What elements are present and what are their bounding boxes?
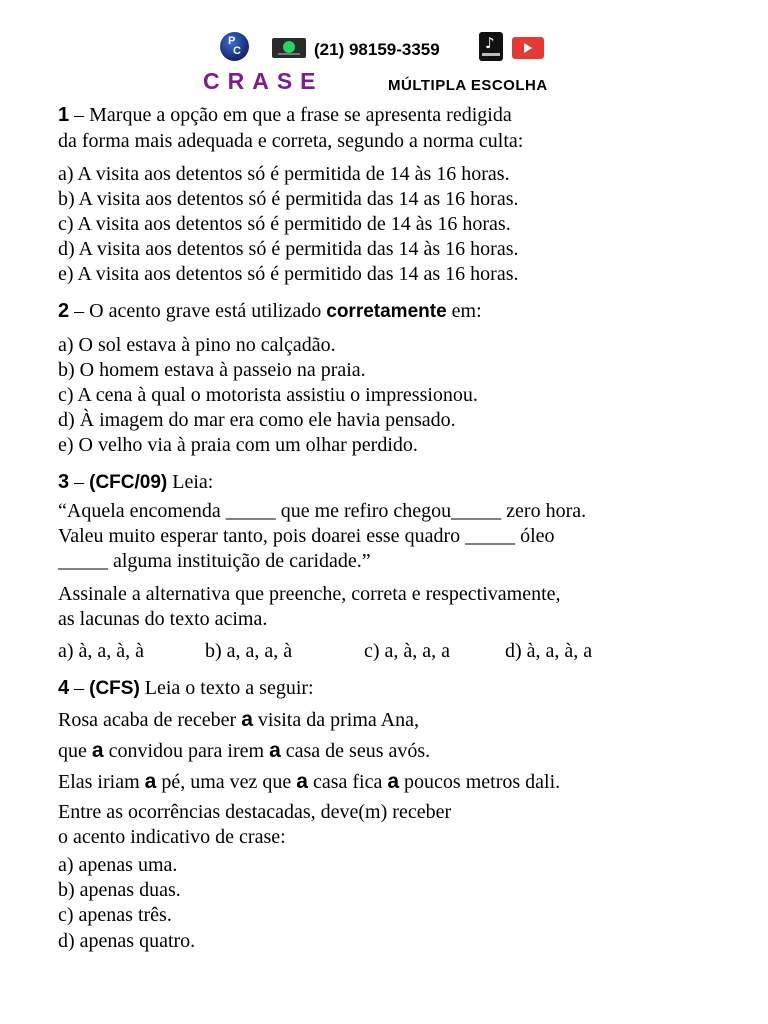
q2-option-d: d) À imagem do mar era como ele havia pensado. (58, 409, 456, 431)
q4-highlight-a2: a (91, 739, 104, 762)
pc-logo-icon (220, 32, 249, 61)
q1-option-b: b) A visita aos detentos só é permitida das 14 as 16 horas. (58, 188, 519, 210)
q4-stem: 4 – (CFS) Leia o texto a seguir: (58, 677, 314, 699)
q2-option-e: e) O velho via à praia com um olhar perdido. (58, 434, 418, 456)
q3-quote-line3: _____ alguma instituição de caridade.” (58, 550, 371, 572)
q1-stem-line2: da forma mais adequada e correta, segundo a norma culta: (58, 130, 524, 152)
logo-letter-p: P (228, 35, 236, 47)
q1-option-a: a) A visita aos detentos só é permitida de 14 às 16 horas. (58, 163, 510, 185)
q3-stem: 3 – (CFC/09) Leia: (58, 471, 214, 493)
q4-highlight-a3: a (269, 739, 281, 762)
q4-number: 4 (58, 677, 70, 699)
page-title: CRASE (203, 68, 324, 94)
q4-highlight-a1: a (241, 708, 253, 731)
q3-option-d: d) à, a, à, a (505, 640, 593, 662)
q2-number: 2 (58, 300, 70, 322)
page-subtitle: MÚLTIPLA ESCOLHA (388, 77, 548, 94)
q1-number: 1 (58, 104, 70, 126)
q4-text-line1: Rosa acaba de receber a visita da prima Ana, (58, 708, 419, 731)
whatsapp-caption (278, 53, 300, 55)
q4-option-b: b) apenas duas. (58, 879, 181, 901)
q1-option-c: c) A visita aos detentos só é permitido de 14 às 16 horas. (58, 213, 511, 235)
q3-instruction-line2: as lacunas do texto acima. (58, 608, 268, 630)
q3-option-c: c) a, à, a, a (364, 640, 451, 662)
q4-highlight-a6: a (387, 770, 400, 793)
q4-text-line2: que a convidou para irem a casa de seus avós. (58, 739, 431, 762)
q3-number: 3 (58, 471, 70, 493)
q2-option-a: a) O sol estava à pino no calçadão. (58, 334, 336, 356)
youtube-icon (512, 37, 544, 59)
q4-option-c: c) apenas três. (58, 904, 172, 926)
whatsapp-icon (272, 38, 306, 58)
q3-instruction-line1: Assinale a alternativa que preenche, correta e respectivamente, (58, 583, 561, 605)
q4-source: (CFS) (89, 678, 140, 699)
q4-highlight-a4: a (144, 770, 157, 793)
q1-option-e: e) A visita aos detentos só é permitido das 14 as 16 horas. (58, 263, 519, 285)
q1-stem-line1: 1 – Marque a opção em que a frase se apresenta redigida (58, 104, 512, 126)
q4-question-line1: Entre as ocorrências destacadas, deve(m) receber (58, 801, 452, 823)
q4-highlight-a5: a (296, 770, 308, 793)
logo-letter-c: C (233, 45, 241, 57)
q2-option-c: c) A cena à qual o motorista assistiu o impressionou. (58, 384, 478, 406)
q3-quote-line1: “Aquela encomenda _____ que me refiro chegou_____ zero hora. (58, 500, 587, 522)
q3-source: (CFC/09) (89, 472, 168, 493)
q4-option-d: d) apenas quatro. (58, 930, 196, 952)
q3-option-b: b) a, a, a, à (205, 640, 293, 662)
phone-number: (21) 98159-3359 (314, 40, 440, 59)
q3-option-a: a) à, a, à, à (58, 640, 145, 662)
q2-emphasis: corretamente (326, 301, 447, 322)
q2-stem: 2 – O acento grave está utilizado corretamente em: (58, 300, 482, 322)
q2-option-b: b) O homem estava à passeio na praia. (58, 359, 366, 381)
whatsapp-bubble (283, 41, 295, 53)
q4-question-line2: o acento indicativo de crase: (58, 826, 286, 848)
q1-option-d: d) A visita aos detentos só é permitida das 14 às 16 horas. (58, 238, 519, 260)
tiktok-icon: ♪ (479, 32, 503, 61)
q4-text-line3: Elas iriam a pé, uma vez que a casa fica a poucos metros dali. (58, 770, 561, 793)
q3-quote-line2: Valeu muito esperar tanto, pois doarei esse quadro _____ óleo (58, 525, 555, 547)
q4-option-a: a) apenas uma. (58, 854, 178, 876)
